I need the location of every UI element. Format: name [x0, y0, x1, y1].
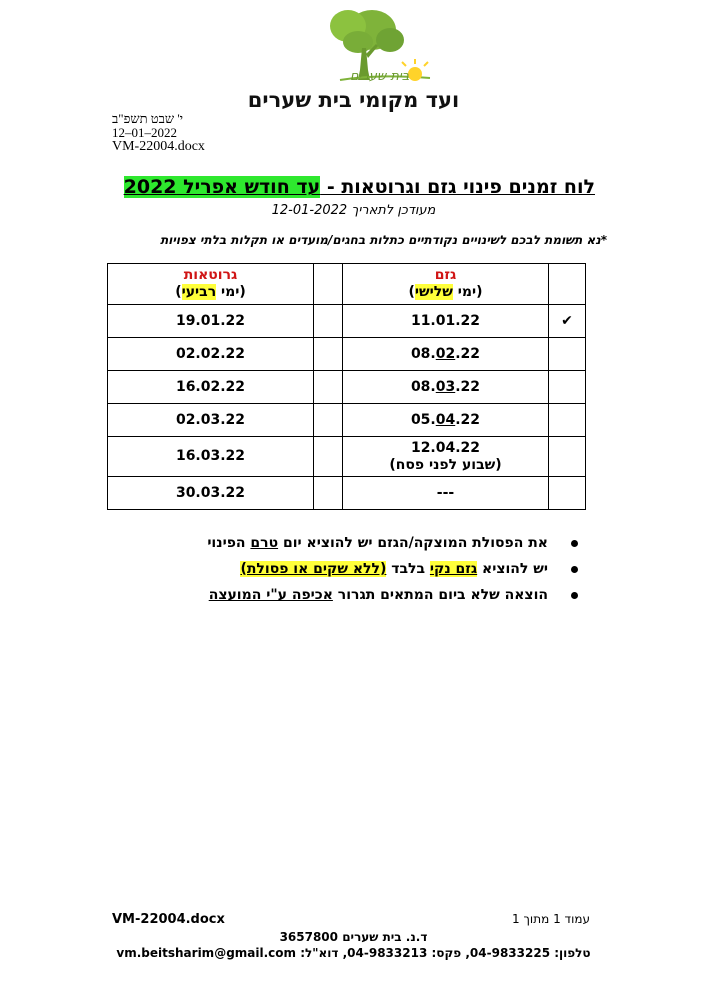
- table-row: [108, 305, 586, 338]
- bullet-text: את הפסולת המוצקה/הגזם יש להוציא יום: [278, 535, 548, 551]
- check-cell: [549, 338, 586, 371]
- check-cell: [549, 477, 586, 510]
- bullet-emphasis: אכיפה ע"י המועצה: [208, 587, 333, 603]
- pruning-days: [343, 284, 548, 301]
- title-highlight: עד חודש אפריל 2022: [123, 176, 321, 198]
- scrap-title: גרוטאות: [183, 267, 238, 283]
- bullet-text: הוצאה שלא ביום המתאים תגרור: [332, 587, 548, 603]
- bullet-text: הפינוי: [207, 535, 251, 551]
- list-item: [207, 561, 580, 587]
- table-row: [108, 437, 586, 477]
- pruning-header: [343, 264, 549, 305]
- table-row: [108, 338, 586, 371]
- scrap-date: [108, 371, 314, 404]
- pruning-date-part: 08.: [410, 346, 436, 362]
- check-column-header: [549, 264, 586, 305]
- bullet-text: בלבד: [386, 561, 430, 577]
- pruning-date-month: 02: [435, 346, 456, 362]
- page-title: [124, 176, 595, 198]
- updated-date: מעודכן לתאריך 12-01-2022: [271, 203, 436, 218]
- pruning-days-prefix: (ימי: [452, 284, 483, 300]
- blank-cell: [314, 371, 343, 404]
- blank-cell: [314, 404, 343, 437]
- footer-contact: טלפון: 04-9833225, פקס: 04-9833213, דוא"ל: vm.beitsharim@gmail.com: [116, 946, 591, 960]
- bullet-icon: [571, 566, 578, 573]
- pruning-date: [343, 338, 549, 371]
- check-cell: [549, 404, 586, 437]
- hebrew-date: י' שבט תשפ"ב: [112, 111, 184, 126]
- blank-cell: [314, 305, 343, 338]
- scrap-date-text: 30.03.22: [175, 485, 246, 501]
- scrap-date: [108, 437, 314, 477]
- pruning-days-highlight: שלישי: [414, 284, 453, 300]
- table-header-row: [108, 264, 586, 305]
- pruning-date-year: .22: [455, 412, 481, 428]
- pruning-date-year: .22: [455, 379, 481, 395]
- schedule-note: *נא תשומת לבכם לשינויים נקודתיים כתלות בחגים/מועדים או תקלות בלתי צפויות: [160, 233, 607, 247]
- org-name: ועד מקומי בית שערים: [247, 88, 460, 112]
- pruning-date: [343, 437, 549, 477]
- pruning-date-part: 05.: [410, 412, 436, 428]
- scrap-header: [108, 264, 314, 305]
- blank-cell: [314, 437, 343, 477]
- scrap-date-text: 19.01.22: [175, 313, 246, 329]
- blank-cell: [314, 338, 343, 371]
- footer-doc-reference: VM-22004.docx: [112, 912, 225, 927]
- gregorian-date: 12–01–2022: [112, 125, 177, 140]
- pruning-date-part: 08.: [410, 379, 436, 395]
- table-row: [108, 371, 586, 404]
- scrap-date: [108, 338, 314, 371]
- bullet-icon: [571, 592, 578, 599]
- pruning-date-month: 03: [435, 379, 456, 395]
- check-cell: [549, 371, 586, 404]
- scrap-date: [108, 404, 314, 437]
- bullet-emphasis: טרם: [250, 535, 279, 551]
- bullet-text: יש להוציא: [477, 561, 548, 577]
- scrap-date-text: 02.03.22: [175, 412, 246, 428]
- schedule-table: [107, 263, 586, 510]
- scrap-days-suffix: ): [175, 284, 182, 300]
- pruning-date-part: 12.04.22: [410, 439, 481, 456]
- blank-cell: [314, 477, 343, 510]
- title-main: לוח זמנים פינוי גזם וגרוטאות -: [320, 176, 595, 198]
- pruning-date: [343, 371, 549, 404]
- pruning-date-part: ---: [436, 485, 455, 501]
- scrap-date-text: 16.02.22: [175, 379, 246, 395]
- pruning-title: גזם: [434, 267, 457, 283]
- scrap-days: [108, 284, 313, 301]
- instructions-list: [207, 535, 580, 613]
- bullet-emphasis: גזם נקי: [429, 561, 478, 577]
- footer-address: ד.נ. בית שערים 3657800: [279, 930, 428, 944]
- page-number: עמוד 1 מתוך 1: [512, 912, 590, 926]
- pruning-date-month: 04: [435, 412, 456, 428]
- pruning-date-year: .22: [455, 346, 481, 362]
- bullet-emphasis: (ללא שקים או פסולת): [240, 561, 387, 577]
- blank-column-header: [314, 264, 343, 305]
- bullet-icon: [571, 540, 578, 547]
- pruning-date-part: 11.01.22: [410, 313, 481, 329]
- pruning-date: [343, 404, 549, 437]
- scrap-days-highlight: רביעי: [181, 284, 217, 300]
- table-row: [108, 477, 586, 510]
- logo-text: בית שערים: [350, 69, 410, 84]
- scrap-date: [108, 477, 314, 510]
- list-item: [207, 587, 580, 613]
- scrap-days-prefix: (ימי: [216, 284, 246, 300]
- check-icon: ✔: [549, 305, 586, 338]
- doc-reference: VM-22004.docx: [112, 139, 205, 154]
- scrap-date-text: 02.02.22: [175, 346, 246, 362]
- scrap-date: [108, 305, 314, 338]
- pruning-date-subnote: (שבוע לפני פסח): [389, 456, 502, 473]
- table-row: [108, 404, 586, 437]
- pruning-date: [343, 477, 549, 510]
- check-cell: [549, 437, 586, 477]
- scrap-date-text: 16.03.22: [175, 448, 246, 464]
- list-item: [207, 535, 580, 561]
- pruning-days-suffix: ): [408, 284, 415, 300]
- pruning-date: [343, 305, 549, 338]
